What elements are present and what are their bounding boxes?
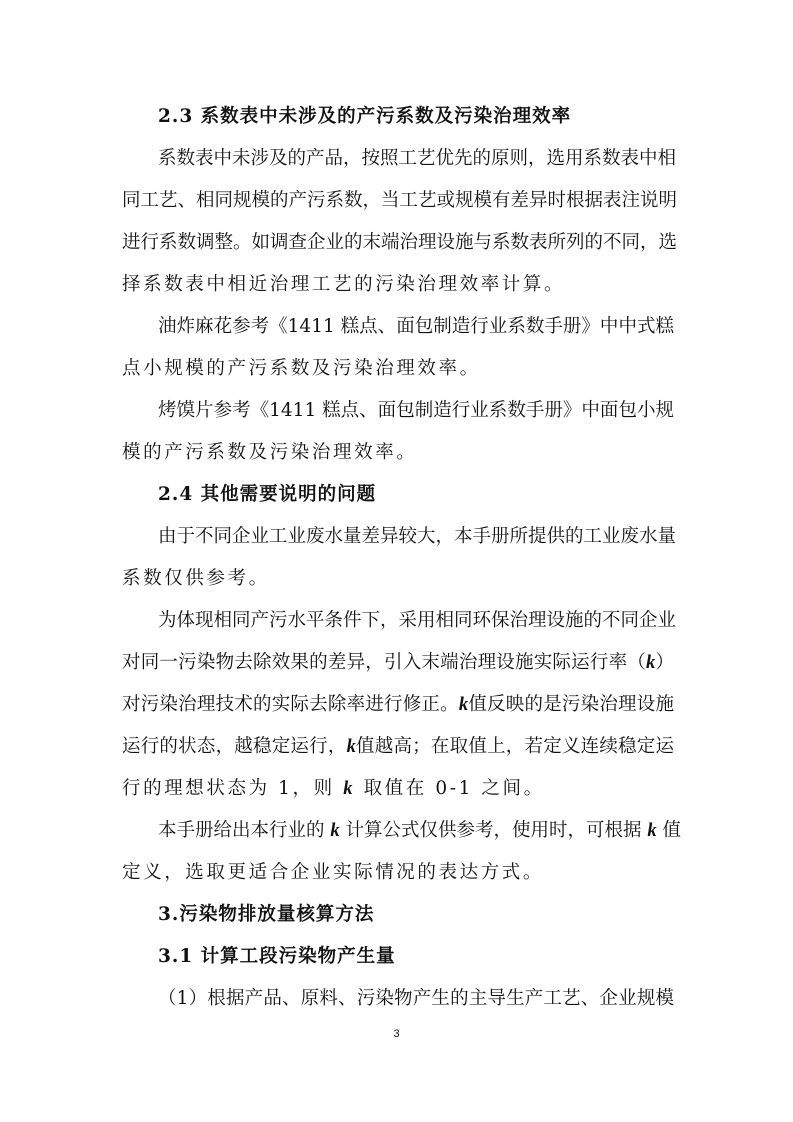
paragraph-line: 油炸麻花参考《1411 糕点、面包制造行业系数手册》中中式糕 bbox=[158, 316, 674, 337]
paragraph-line bbox=[122, 776, 674, 802]
paragraph-line: 系数仅供参考。 bbox=[122, 568, 270, 589]
text-run: ） bbox=[655, 652, 674, 673]
k-variable: k bbox=[646, 653, 656, 673]
section-heading-3-1: 3.1 计算工段污染物产生量 bbox=[158, 946, 396, 967]
paragraph-line: 烤馍片参考《1411 糕点、面包制造行业系数手册》中面包小规 bbox=[158, 400, 674, 421]
text-run: 值越高；在取值上，若定义连续稳定运 bbox=[355, 736, 674, 757]
paragraph-line: 同工艺、相同规模的产污系数，当工艺或规模有差异时根据表注说明 bbox=[122, 190, 678, 211]
text-run: 计算公式仅供参考，使用时，可根据 bbox=[339, 820, 648, 841]
text-run: 行的理想状态为 1，则 bbox=[122, 778, 344, 799]
section-heading-2-3: 2.3 系数表中未涉及的产污系数及污染治理效率 bbox=[158, 106, 572, 127]
k-variable: k bbox=[346, 737, 356, 757]
paragraph-line: 为体现相同产污水平条件下，采用相同环保治理设施的不同企业 bbox=[158, 610, 677, 631]
text-run: 本手册给出本行业的 bbox=[158, 820, 331, 841]
paragraph-line: 进行系数调整。如调查企业的末端治理设施与系数表所列的不同，选 bbox=[122, 232, 678, 253]
paragraph-line: 点小规模的产污系数及污染治理效率。 bbox=[122, 358, 481, 379]
paragraph-line: 系数表中未涉及的产品，按照工艺优先的原则，选用系数表中相 bbox=[158, 148, 677, 169]
text-run: 值 bbox=[656, 820, 682, 841]
paragraph-line bbox=[122, 650, 674, 676]
k-variable: k bbox=[343, 779, 356, 799]
paragraph-line: 择系数表中相近治理工艺的污染治理效率计算。 bbox=[122, 274, 566, 295]
paragraph-line: 模的产污系数及污染治理效率。 bbox=[122, 442, 418, 463]
text-run: 值反映的是污染治理设施 bbox=[468, 694, 674, 715]
text-run: 运行的状态，越稳定运行， bbox=[122, 736, 347, 757]
paragraph-line bbox=[122, 734, 674, 760]
paragraph-line: （1）根据产品、原料、污染物产生的主导生产工艺、企业规模 bbox=[158, 988, 674, 1009]
section-heading-2-4: 2.4 其他需要说明的问题 bbox=[158, 484, 377, 505]
paragraph-line bbox=[158, 818, 682, 844]
paragraph-line bbox=[122, 692, 674, 718]
k-variable: k bbox=[458, 695, 469, 715]
section-heading-3: 3.污染物排放量核算方法 bbox=[158, 904, 375, 925]
k-variable: k bbox=[647, 821, 657, 841]
text-run: 取值在 0-1 之间。 bbox=[355, 778, 545, 799]
page-number: 3 bbox=[393, 1028, 400, 1040]
paragraph-line: 由于不同企业工业废水量差异较大，本手册所提供的工业废水量 bbox=[158, 526, 677, 547]
text-run: 对同一污染物去除效果的差异，引入末端治理设施实际运行率（ bbox=[122, 652, 647, 673]
text-run: 对污染治理技术的实际去除率进行修正。 bbox=[122, 694, 459, 715]
k-variable: k bbox=[330, 821, 340, 841]
paragraph-line: 定义，选取更适合企业实际情况的表达方式。 bbox=[122, 862, 545, 883]
